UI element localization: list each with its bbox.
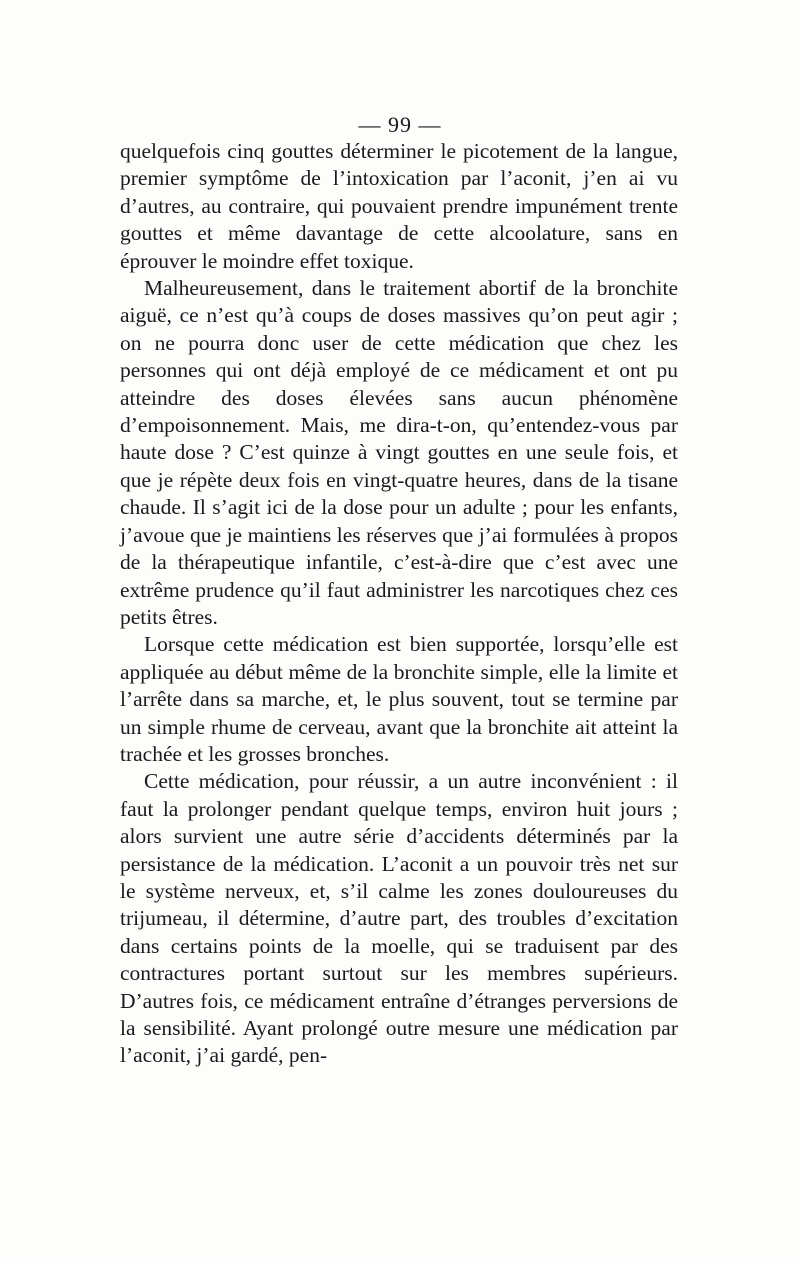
paragraph-1: quelquefois cinq gouttes déterminer le picotement de la langue, premier symptôme de l’intoxication par l’aconit, j’en ai vu d’autres, au contraire, qui pouvaient prendre impunément trente gouttes et même davantage de cette alcoolature, sans en éprouver le moindre effet toxique. xyxy=(120,139,678,273)
page-number: — 99 — xyxy=(358,112,442,137)
body-text xyxy=(120,138,678,1070)
paragraph-2: Malheureusement, dans le traitement abortif de la bronchite aiguë, ce n’est qu’à coups de doses massives qu’on peut agir ; on ne pourra donc user de cette médication que chez les personnes qui ont déjà employé de ce médicament et ont pu atteindre des doses élevées sans aucun phénomène d’empoisonnement. Mais, me dira-t-on, qu’entendez-vous par haute dose ? C’est quinze à vingt gouttes en une seule fois, et que je répète deux fois en vingt-quatre heures, dans de la tisane chaude. Il s’agit ici de la dose pour un adulte ; pour les enfants, j’avoue que je maintiens les réserves que j’ai formulées à propos de la thérapeutique infantile, c’est-à-dire que c’est avec une extrême prudence qu’il faut administrer les narcotiques chez ces petits êtres. xyxy=(120,276,678,629)
paragraph-4: Cette médication, pour réussir, a un autre inconvénient : il faut la prolonger pendant quelque temps, environ huit jours ; alors survient une autre série d’accidents déterminés par la persistance de la médication. L’aconit a un pouvoir très net sur le système nerveux, et, s’il calme les zones douloureuses du trijumeau, il détermine, d’autre part, des troubles d’excitation dans certains points de la moelle, qui se traduisent par des contractures portant surtout sur les membres supérieurs. D’autres fois, ce médicament entraîne d’étranges perversions de la sensibilité. Ayant prolongé outre mesure une médication par l’aconit, j’ai gardé, pen- xyxy=(120,769,678,1068)
paragraph-3: Lorsque cette médication est bien supportée, lorsqu’elle est appliquée au début même de la bronchite simple, elle la limite et l’arrête dans sa marche, et, le plus souvent, tout se termine par un simple rhume de cerveau, avant que la bronchite ait atteint la trachée et les grosses bronches. xyxy=(120,632,678,766)
